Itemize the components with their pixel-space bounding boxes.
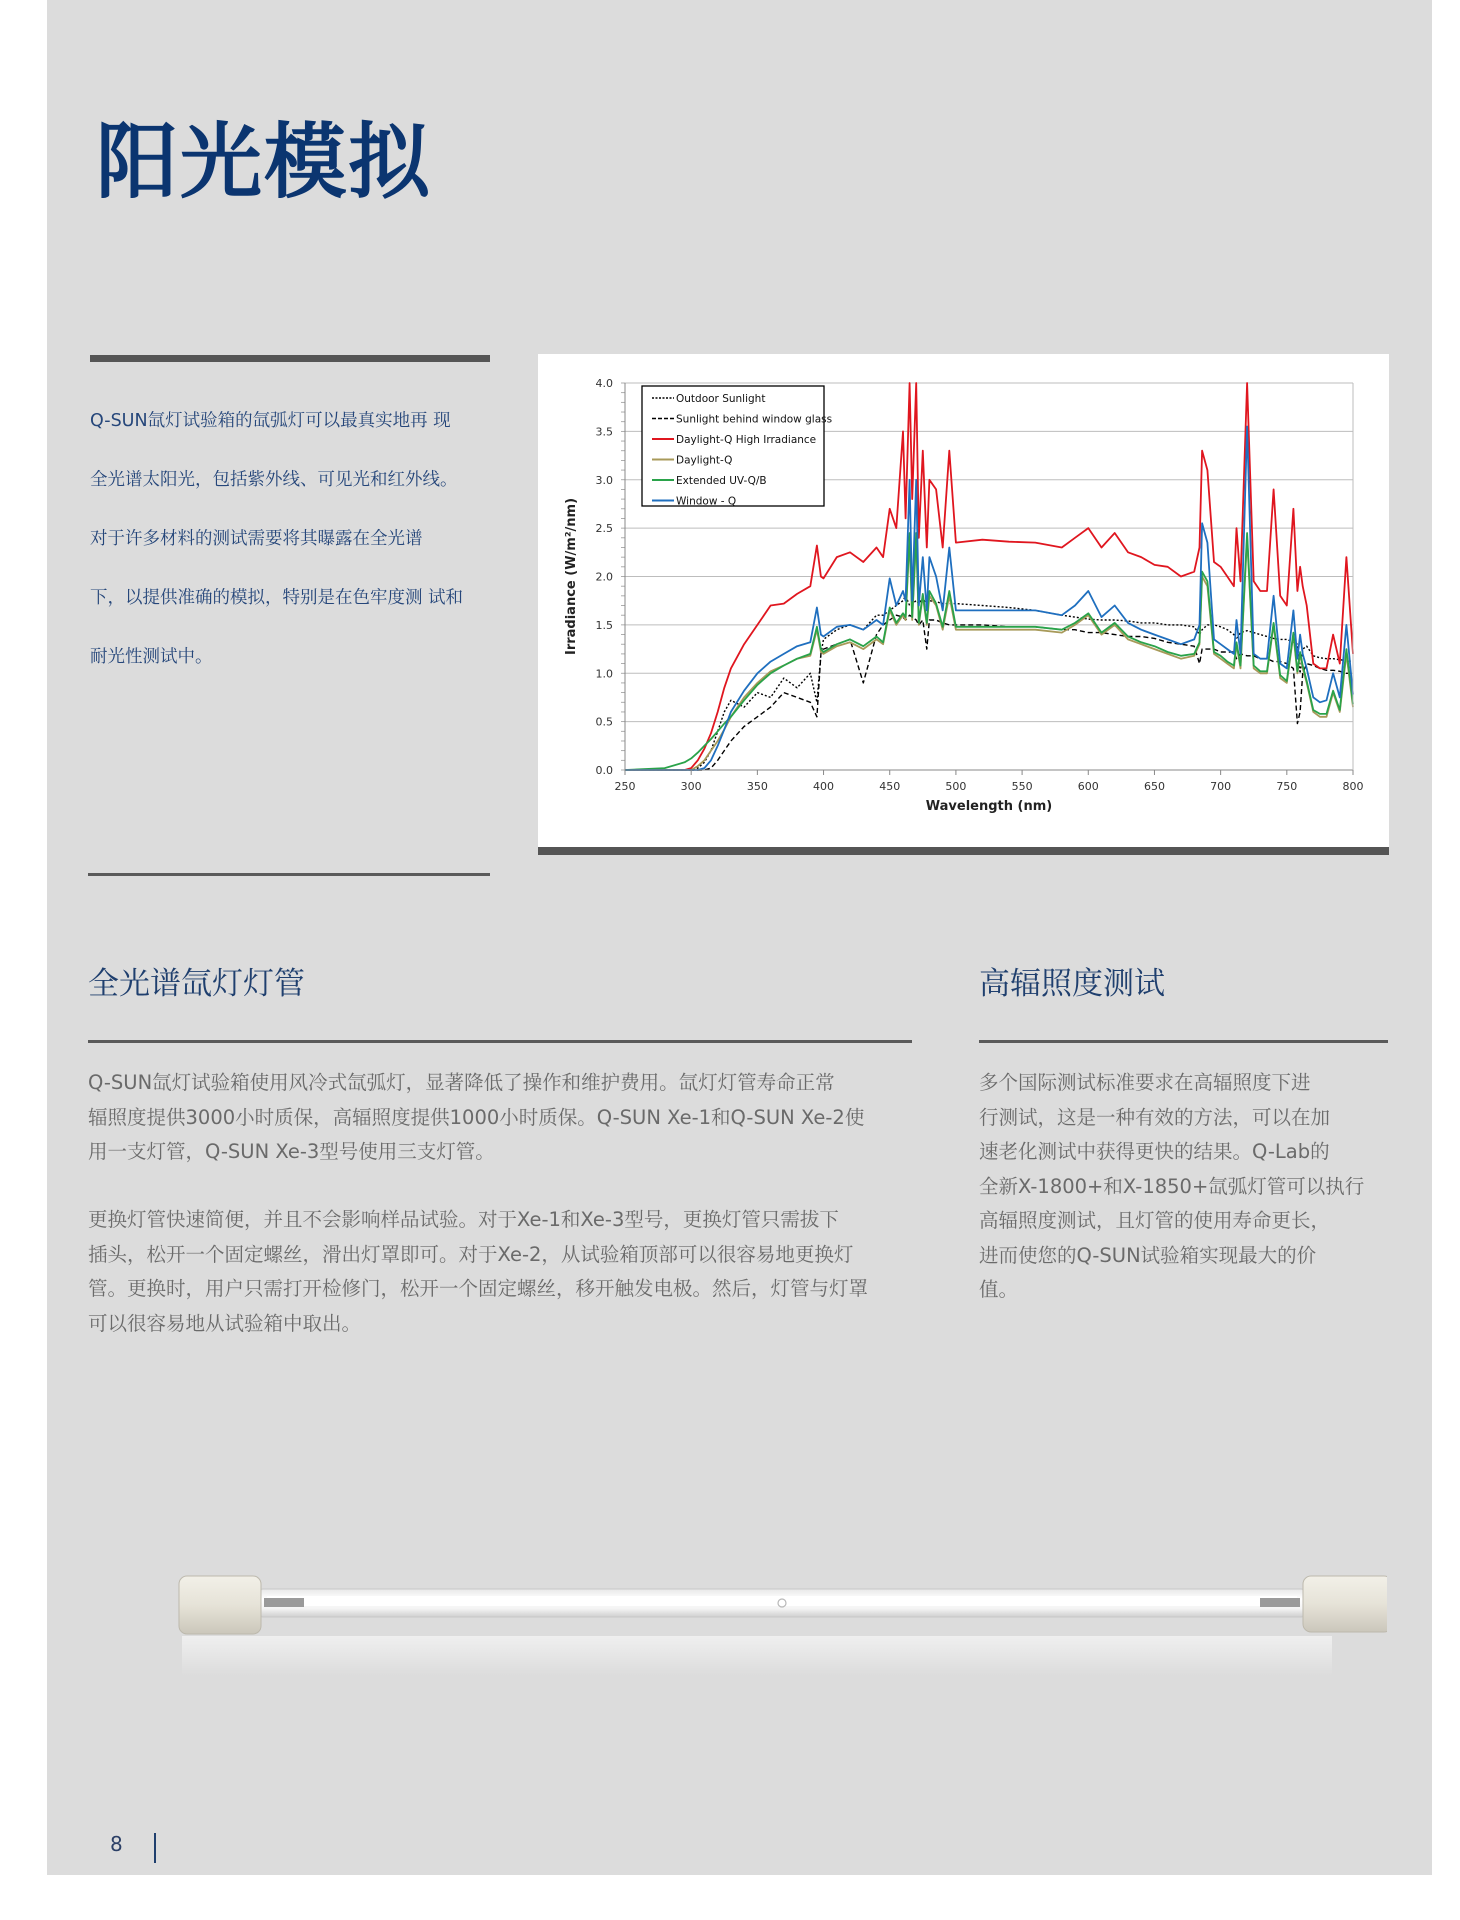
svg-text:250: 250 (614, 780, 636, 793)
svg-text:300: 300 (680, 780, 702, 793)
body-line: 辐照度提供3000小时质保，高辐照度提供1000小时质保。Q-SUN Xe-1和Q-SUN Xe-2使 (88, 1105, 865, 1129)
right-ceramic-cap (1303, 1576, 1387, 1632)
xenon-lamp-image (127, 1540, 1387, 1700)
svg-text:2.0: 2.0 (595, 570, 613, 584)
chart-bottom-bar (538, 847, 1389, 855)
svg-text:400: 400 (813, 780, 835, 793)
intro-bottom-rule (88, 873, 490, 876)
svg-text:800: 800 (1342, 780, 1364, 793)
series-sunlight-behind-window-glass (625, 615, 1353, 770)
lamp-reflection (182, 1636, 1332, 1676)
svg-text:650: 650 (1143, 780, 1165, 793)
section-heading-high-irradiance: 高辐照度测试 (979, 966, 1165, 1002)
page-title: 阳光模拟 (96, 115, 433, 210)
intro-line: 对于许多材料的测试需要将其曝露在全光谱 (90, 529, 423, 549)
body-line: 多个国际测试标准要求在高辐照度下进 (979, 1071, 1311, 1094)
svg-text:Window - Q: Window - Q (676, 495, 737, 508)
body-line: 高辐照度测试，且灯管的使用寿命更长， (979, 1209, 1331, 1232)
svg-text:500: 500 (945, 780, 967, 793)
left-ceramic-cap (179, 1576, 261, 1634)
page-number: 8 (110, 1832, 123, 1856)
section-right-rule (979, 1040, 1388, 1043)
intro-top-rule (90, 355, 490, 362)
footer-divider (154, 1833, 156, 1863)
svg-text:3.0: 3.0 (595, 473, 613, 487)
series-outdoor-sunlight (625, 596, 1353, 770)
svg-text:0.5: 0.5 (595, 715, 613, 729)
svg-text:4.0: 4.0 (595, 377, 613, 390)
section-left-paragraph-1 (88, 1066, 864, 1170)
section-left-rule (88, 1040, 912, 1043)
lamp-tube-highlight (267, 1596, 1297, 1606)
svg-text:1.5: 1.5 (595, 618, 613, 632)
body-line: Q-SUN氙灯试验箱使用风冷式氙弧灯，显著降低了操作和维护费用。氙灯灯管寿命正常 (88, 1071, 835, 1094)
page (47, 0, 1432, 1875)
svg-text:750: 750 (1276, 780, 1298, 793)
right-electrode (1260, 1598, 1300, 1607)
svg-text:550: 550 (1011, 780, 1033, 793)
svg-text:Outdoor Sunlight: Outdoor Sunlight (676, 393, 766, 405)
body-line: 更换灯管快速简便，并且不会影响样品试验。对于Xe-1和Xe-3型号，更换灯管只需拔下 (88, 1208, 839, 1231)
intro-line: 下，以提供准确的模拟，特别是在色牢度测 试和 (90, 588, 464, 608)
svg-text:Sunlight behind window glass: Sunlight behind window glass (676, 413, 833, 426)
body-line: 进而使您的Q-SUN试验箱实现最大的价 (979, 1243, 1317, 1267)
svg-text:Wavelength (nm): Wavelength (nm) (925, 799, 1053, 814)
body-line: 行测试，这是一种有效的方法，可以在加 (979, 1105, 1331, 1129)
svg-text:Irradiance (W/m²/nm): Irradiance (W/m²/nm) (564, 497, 579, 656)
body-line: 速老化测试中获得更快的结果。Q-Lab的 (979, 1140, 1330, 1163)
chart-legend (642, 386, 832, 508)
svg-text:600: 600 (1077, 780, 1099, 793)
svg-text:0.0: 0.0 (595, 764, 613, 777)
svg-text:700: 700 (1210, 780, 1232, 793)
intro-line: Q-SUN氙灯试验箱的氙弧灯可以最真实地再 现 (90, 411, 451, 431)
svg-text:3.5: 3.5 (595, 425, 613, 439)
body-line: 管。更换时，用户只需打开检修门，松开一个固定螺丝，移开触发电极。然后，灯管与灯罩 (88, 1277, 869, 1300)
body-line: 用一支灯管，Q-SUN Xe-3型号使用三支灯管。 (88, 1140, 495, 1163)
body-line: 插头，松开一个固定螺丝，滑出灯罩即可。对于Xe-2，从试验箱顶部可以很容易地更换灯 (88, 1242, 854, 1266)
body-line: 全新X-1800+和X-1850+氙弧灯管可以执行 (979, 1174, 1365, 1198)
section-heading-full-spectrum-lamp: 全光谱氙灯灯管 (88, 966, 305, 1002)
section-right-paragraph (979, 1066, 1364, 1308)
intro-line: 全光谱太阳光，包括紫外线、可见光和红外线。 (90, 470, 458, 490)
section-left-paragraph-2 (88, 1203, 868, 1341)
svg-text:2.5: 2.5 (595, 522, 613, 536)
svg-text:450: 450 (879, 780, 901, 793)
spectrum-chart (538, 354, 1389, 847)
intro-paragraph (90, 392, 500, 687)
spectrum-chart-svg (538, 354, 1389, 847)
svg-text:Daylight-Q High Irradiance: Daylight-Q High Irradiance (676, 434, 817, 446)
series-daylight-q (625, 538, 1353, 770)
svg-text:1.0: 1.0 (595, 667, 613, 681)
svg-text:Daylight-Q: Daylight-Q (676, 454, 733, 467)
body-line: 值。 (979, 1278, 1019, 1301)
body-line: 可以很容易地从试验箱中取出。 (88, 1311, 362, 1335)
left-electrode (264, 1598, 304, 1607)
svg-text:Extended UV-Q/B: Extended UV-Q/B (676, 475, 767, 487)
svg-text:350: 350 (746, 780, 768, 793)
xenon-lamp-illustration (127, 1540, 1387, 1700)
intro-line: 耐光性测试中。 (90, 647, 213, 667)
